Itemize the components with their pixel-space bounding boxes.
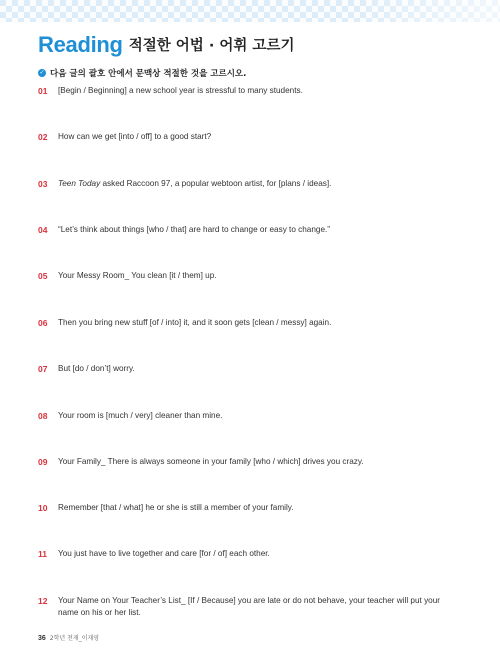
instruction [38, 67, 246, 79]
question-text: Remember [that / what] he or she is still a member of your family. [58, 503, 294, 512]
question-item [38, 131, 458, 143]
question-item [38, 363, 458, 375]
question-text: Your Name on Your Teacher’s List_ [If / Because] you are late or do not behave, your teacher will put your name on his or her list. [58, 596, 441, 617]
question-text: “Let’s think about things [who / that] are hard to change or easy to change.” [58, 225, 331, 234]
question-item [38, 224, 458, 236]
question-text: Then you bring new stuff [of / into] it, and it soon gets [clean / messy] again. [58, 318, 332, 327]
question-number: 05 [38, 271, 48, 281]
question-number: 02 [38, 132, 48, 142]
page-footer [38, 633, 99, 642]
question-number: 09 [38, 457, 48, 467]
decorative-header-band [0, 0, 500, 22]
question-item [38, 595, 458, 619]
question-item [38, 85, 458, 97]
question-text: Your Messy Room_ You clean [it / them] up. [58, 271, 217, 280]
instruction-text: 다음 글의 괄호 안에서 문맥상 적절한 것을 고르시오. [50, 69, 247, 79]
section-title: Reading [38, 32, 123, 57]
magazine-title: Teen Today [58, 179, 101, 188]
page-header [38, 32, 294, 58]
question-number: 11 [38, 549, 47, 559]
question-item [38, 502, 458, 514]
question-number: 03 [38, 179, 48, 189]
question-text [58, 178, 331, 190]
question-item [38, 456, 458, 468]
check-icon: ✓ [39, 69, 45, 76]
question-text: You just have to live together and care [for / of] each other. [58, 549, 270, 558]
question-item [38, 270, 458, 282]
question-number: 07 [38, 364, 48, 374]
question-number: 06 [38, 318, 48, 328]
question-item [38, 178, 458, 190]
question-text: How can we get [into / off] to a good start? [58, 132, 212, 141]
question-item [38, 317, 458, 329]
question-number: 10 [38, 503, 48, 513]
question-number: 12 [38, 596, 48, 606]
question-item [38, 410, 458, 422]
footer-text: 2학년 천재_이재영 [49, 635, 100, 642]
question-text: Your Family_ There is always someone in your family [who / which] drives you crazy. [58, 457, 364, 466]
question-number: 04 [38, 225, 48, 235]
question-text-rest: asked Raccoon 97, a popular webtoon artist, for [plans / ideas]. [100, 179, 332, 188]
section-subtitle: 적절한 어법 · 어휘 고르기 [128, 38, 295, 54]
question-number: 01 [38, 86, 48, 96]
question-text: [Begin / Beginning] a new school year is stressful to many students. [58, 86, 303, 95]
page-number: 36 [38, 635, 46, 642]
question-item [38, 548, 458, 560]
question-text: But [do / don’t] worry. [58, 364, 135, 373]
question-number: 08 [38, 411, 48, 421]
question-text: Your room is [much / very] cleaner than mine. [58, 411, 223, 420]
